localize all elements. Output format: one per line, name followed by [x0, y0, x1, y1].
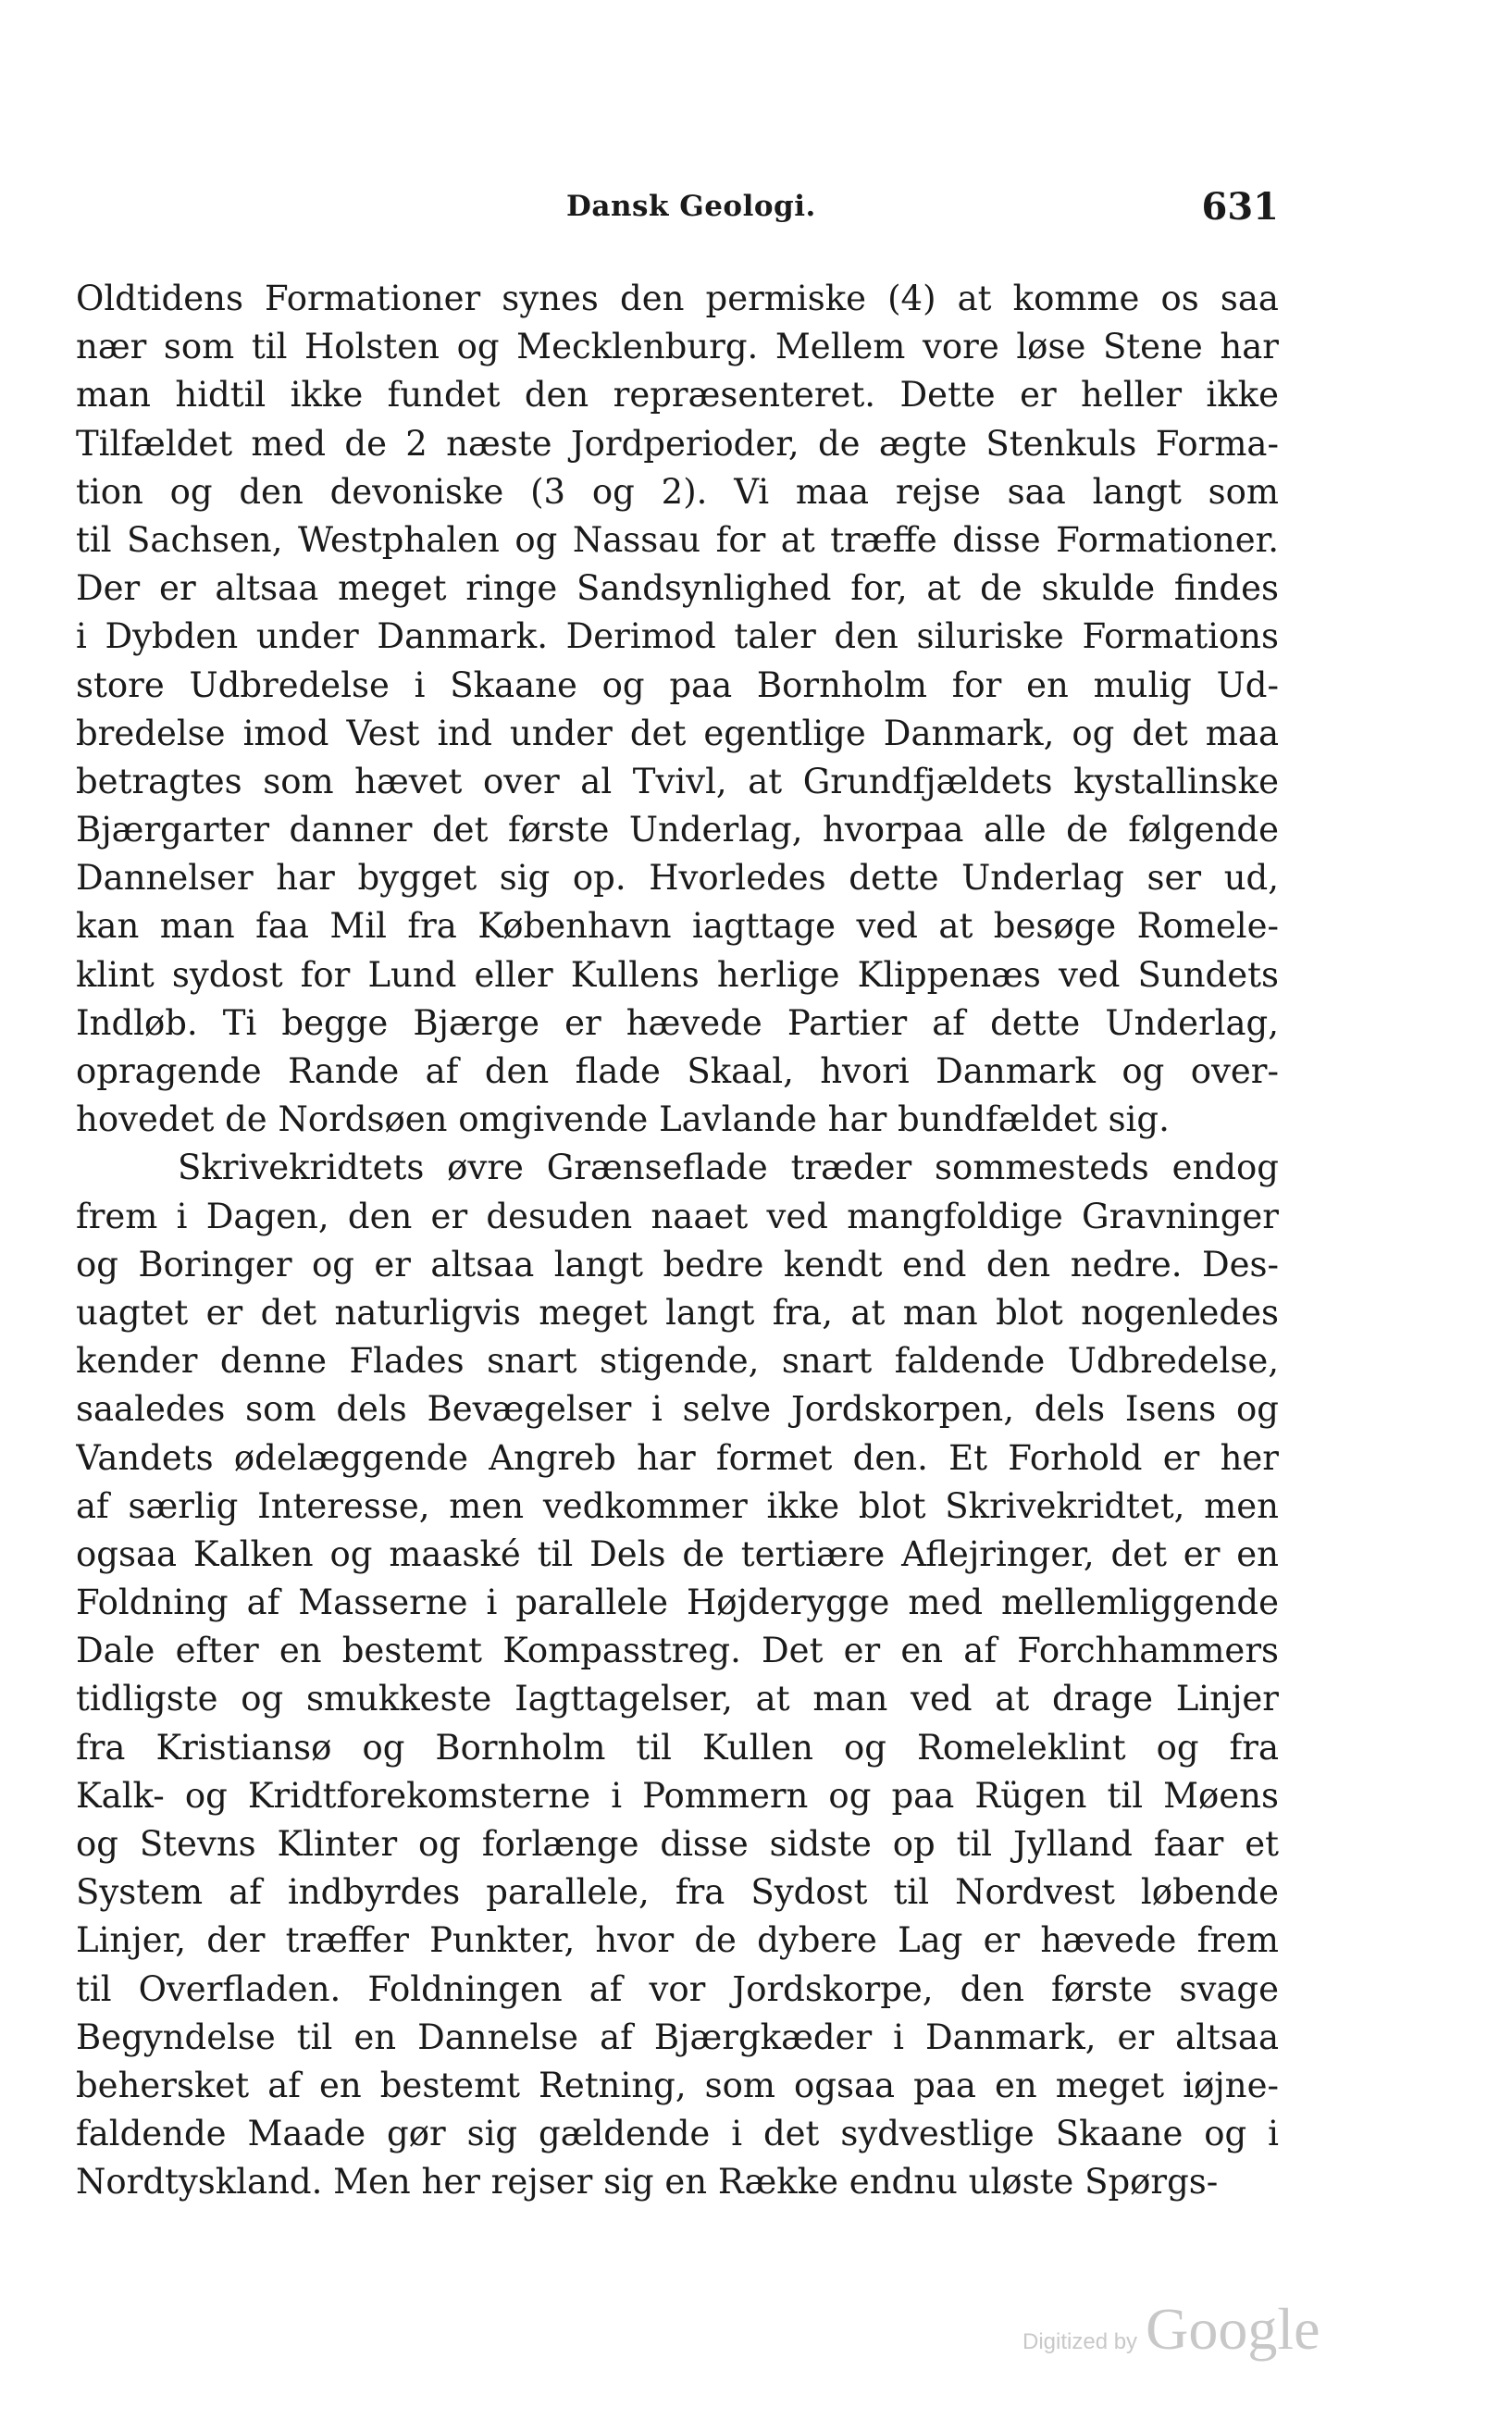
text-line: til Sachsen, Westphalen og Nassau for at træffe disse Formationer.	[76, 519, 1279, 560]
text-line: Oldtidens Formationer synes den permiske (4) at komme os saa	[76, 279, 1279, 318]
text-line: klint sydost for Lund eller Kullens herlige Klippenæs ved Sundets	[76, 954, 1279, 995]
text-line: betragtes som hævet over al Tvivl, at Grundfjældets kystallinske	[76, 761, 1279, 801]
text-line: tidligste og smukkeste Iagttagelser, at man ved at drage Linjer	[76, 1679, 1279, 1719]
text-line: ogsaa Kalken og maaské til Dels de tertiære Aflejringer, det er en	[76, 1533, 1279, 1574]
text-line: nær som til Holsten og Mecklenburg. Mellem vore løse Stene har	[76, 327, 1279, 367]
running-head	[76, 185, 1279, 245]
text-line: uagtet er det naturligvis meget langt fra, at man blot nogenledes	[76, 1292, 1279, 1333]
text-line: Nordtyskland. Men her rejser sig en Række endnu uløste Spørgs-	[76, 2162, 1219, 2203]
text-line: Vandets ødelæggende Angreb har formet den. Et Forhold er her	[76, 1437, 1279, 1478]
running-head-title: Dansk Geologi.	[566, 190, 816, 223]
text-line: og Stevns Klinter og forlænge disse sidste op til Jylland faar et	[76, 1824, 1279, 1864]
text-line: Dale efter en bestemt Kompasstreg. Det er en af Forchhammers	[76, 1631, 1279, 1671]
google-logo: Google	[1146, 2296, 1320, 2362]
text-line: fra Kristiansø og Bornholm til Kullen og Romeleklint og fra	[76, 1727, 1279, 1768]
text-line: bredelse imod Vest ind under det egentlige Danmark, og det maa	[76, 713, 1279, 753]
text-line: Linjer, der træffer Punkter, hvor de dybere Lag er hævede frem	[76, 1920, 1279, 1961]
body-text	[76, 275, 1279, 2207]
text-line: kender denne Flades snart stigende, snart faldende Udbredelse,	[76, 1341, 1279, 1382]
page-number: 631	[1201, 185, 1279, 229]
digitized-by-google-watermark	[1022, 2295, 1320, 2369]
watermark-prefix: Digitized by	[1022, 2329, 1138, 2354]
text-line: Der er altsaa meget ringe Sandsynlighed for, at de skulde findes	[76, 568, 1279, 609]
text-line: til Overfladen. Foldningen af vor Jordskorpe, den første svage	[76, 1968, 1279, 2009]
text-line: Indløb. Ti begge Bjærge er hævede Partier af dette Underlag,	[76, 1002, 1279, 1043]
text-line: faldende Maade gør sig gældende i det sydvestlige Skaane og i	[76, 2114, 1279, 2154]
text-line: Dannelser har bygget sig op. Hvorledes dette Underlag ser ud,	[76, 858, 1279, 899]
text-line: kan man faa Mil fra København iagttage ved at besøge Romele-	[76, 906, 1279, 947]
text-line: saaledes som dels Bevægelser i selve Jordskorpen, dels Isens og	[76, 1389, 1279, 1430]
text-line: Foldning af Masserne i parallele Højderygge med mellemliggende	[76, 1582, 1279, 1623]
text-line: og Boringer og er altsaa langt bedre kendt end den nedre. Des-	[76, 1244, 1279, 1284]
text-line: i Dybden under Danmark. Derimod taler den siluriske Formations	[76, 616, 1279, 657]
text-line: Begyndelse til en Dannelse af Bjærgkæder i Danmark, er altsaa	[76, 2017, 1279, 2057]
text-line: tion og den devoniske (3 og 2). Vi maa rejse saa langt som	[76, 471, 1279, 512]
text-line: opragende Rande af den flade Skaal, hvori Danmark og over-	[76, 1051, 1279, 1091]
text-line: Kalk- og Kridtforekomsterne i Pommern og paa Rügen til Møens	[76, 1775, 1279, 1816]
text-line: Bjærgarter danner det første Underlag, hvorpaa alle de følgende	[76, 810, 1279, 850]
text-line: man hidtil ikke fundet den repræsenteret. Dette er heller ikke	[76, 375, 1279, 416]
text-line: behersket af en bestemt Retning, som ogsaa paa en meget iøjne-	[76, 2065, 1279, 2105]
text-line: frem i Dagen, den er desuden naaet ved mangfoldige Gravninger	[76, 1196, 1279, 1236]
text-line: af særlig Interesse, men vedkommer ikke blot Skrivekridtet, men	[76, 1485, 1279, 1526]
text-line: System af indbyrdes parallele, fra Sydost til Nordvest løbende	[76, 1872, 1279, 1913]
text-line: Tilfældet med de 2 næste Jordperioder, de ægte Stenkuls Forma-	[76, 423, 1279, 464]
text-line: Skrivekridtets øvre Grænseflade træder sommesteds endog	[178, 1148, 1279, 1188]
text-line: hovedet de Nordsøen omgivende Lavlande har bundfældet sig.	[76, 1099, 1170, 1140]
text-line: store Udbredelse i Skaane og paa Bornholm for en mulig Ud-	[76, 664, 1279, 705]
